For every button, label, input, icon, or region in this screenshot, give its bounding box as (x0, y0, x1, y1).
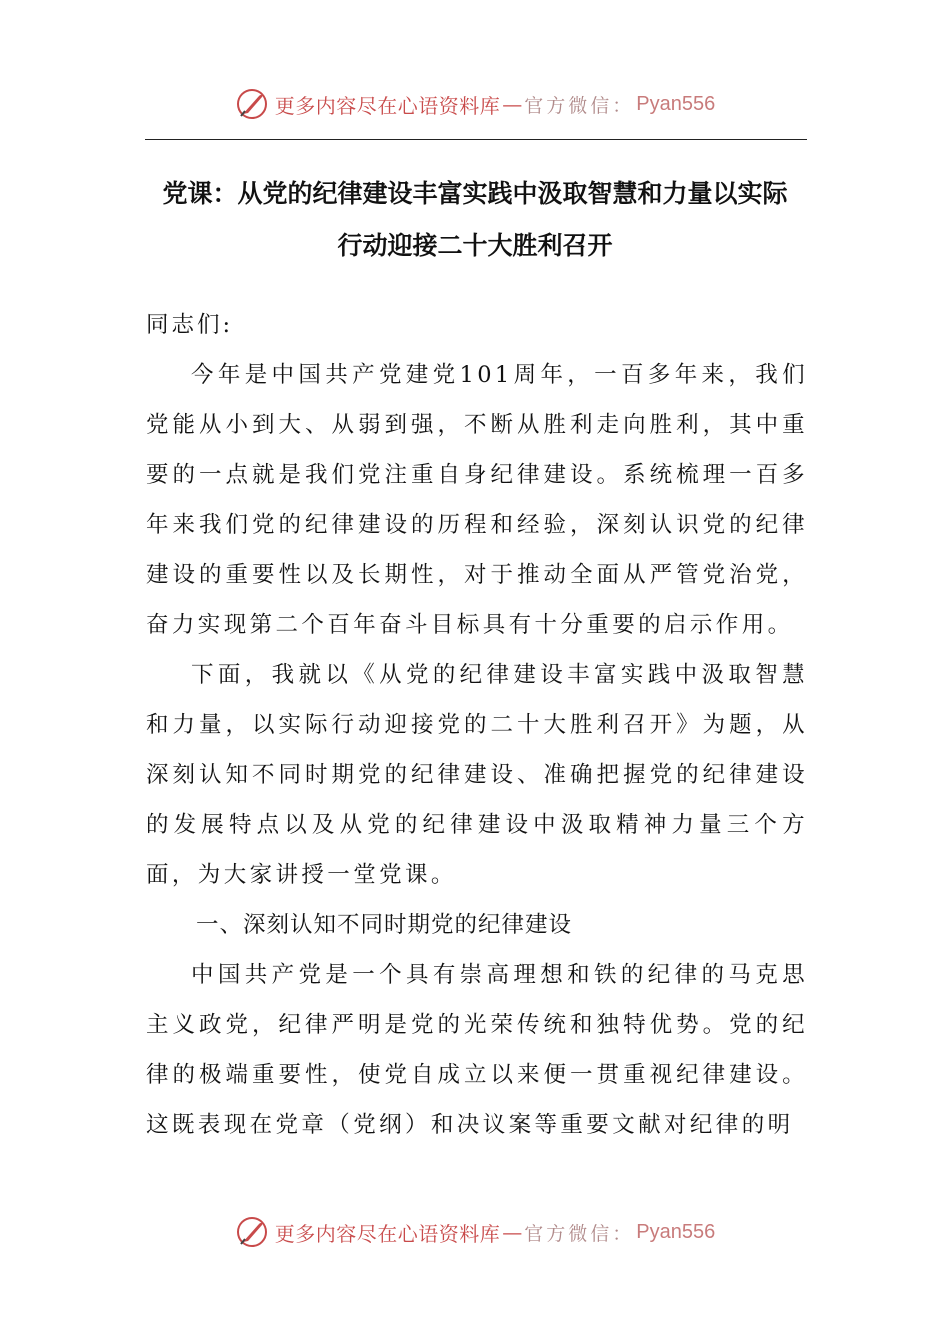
header-watermark (0, 82, 950, 126)
quill-pen-circle-icon (235, 1215, 269, 1249)
watermark-text: 更多内容尽在心语资料库 (274, 93, 501, 118)
paragraph-section1: 中国共产党是一个具有崇高理想和铁的纪律的马克思主义政党，纪律严明是党的光荣传统和独特优势。党的纪律的极端重要性，使党自成立以来便一贯重视纪律建设。这既表现在党章（党纲）和决议案等重要文献对纪律的明 (146, 962, 808, 1138)
section-heading-1: 一、深刻认知不同时期党的纪律建设 (196, 912, 573, 938)
document-title-line2: 行动迎接二十大胜利召开 (337, 231, 613, 260)
quill-pen-circle-icon (235, 87, 269, 121)
footer-watermark (0, 1210, 950, 1254)
salutation: 同志们: (146, 312, 234, 338)
watermark-text: 更多内容尽在心语资料库 (274, 1221, 501, 1246)
watermark-wechat-label: 官方微信： (524, 1222, 635, 1245)
header-divider (145, 139, 807, 140)
paragraph-intro: 今年是中国共产党建党101周年，一百多年来，我们党能从小到大、从弱到强，不断从胜利走向胜利，其中重要的一点就是我们党注重自身纪律建设。系统梳理一百多年来我们党的纪律建设的历程和经验，深刻认识党的纪律建设的重要性以及长期性，对于推动全面从严管党治党，奋力实现第二个百年奋斗目标具有十分重要的启示作用。 (146, 362, 808, 638)
document-title-line1: 党课：从党的纪律建设丰富实践中汲取智慧和力量以实际 (162, 179, 788, 208)
watermark-wechat-label: 官方微信： (524, 94, 635, 117)
paragraph-outline: 下面，我就以《从党的纪律建设丰富实践中汲取智慧和力量，以实际行动迎接党的二十大胜利召开》为题，从深刻认知不同时期党的纪律建设、准确把握党的纪律建设的发展特点以及从党的纪律建设中汲取精神力量三个方面，为大家讲授一堂党课。 (146, 662, 808, 888)
document-title (120, 168, 830, 272)
watermark-wechat-id: Pyan556 (636, 1220, 716, 1243)
watermark-dash: — (502, 1220, 523, 1244)
watermark-wechat-id: Pyan556 (636, 92, 716, 115)
watermark-dash: — (502, 92, 523, 116)
document-body (146, 300, 808, 1150)
